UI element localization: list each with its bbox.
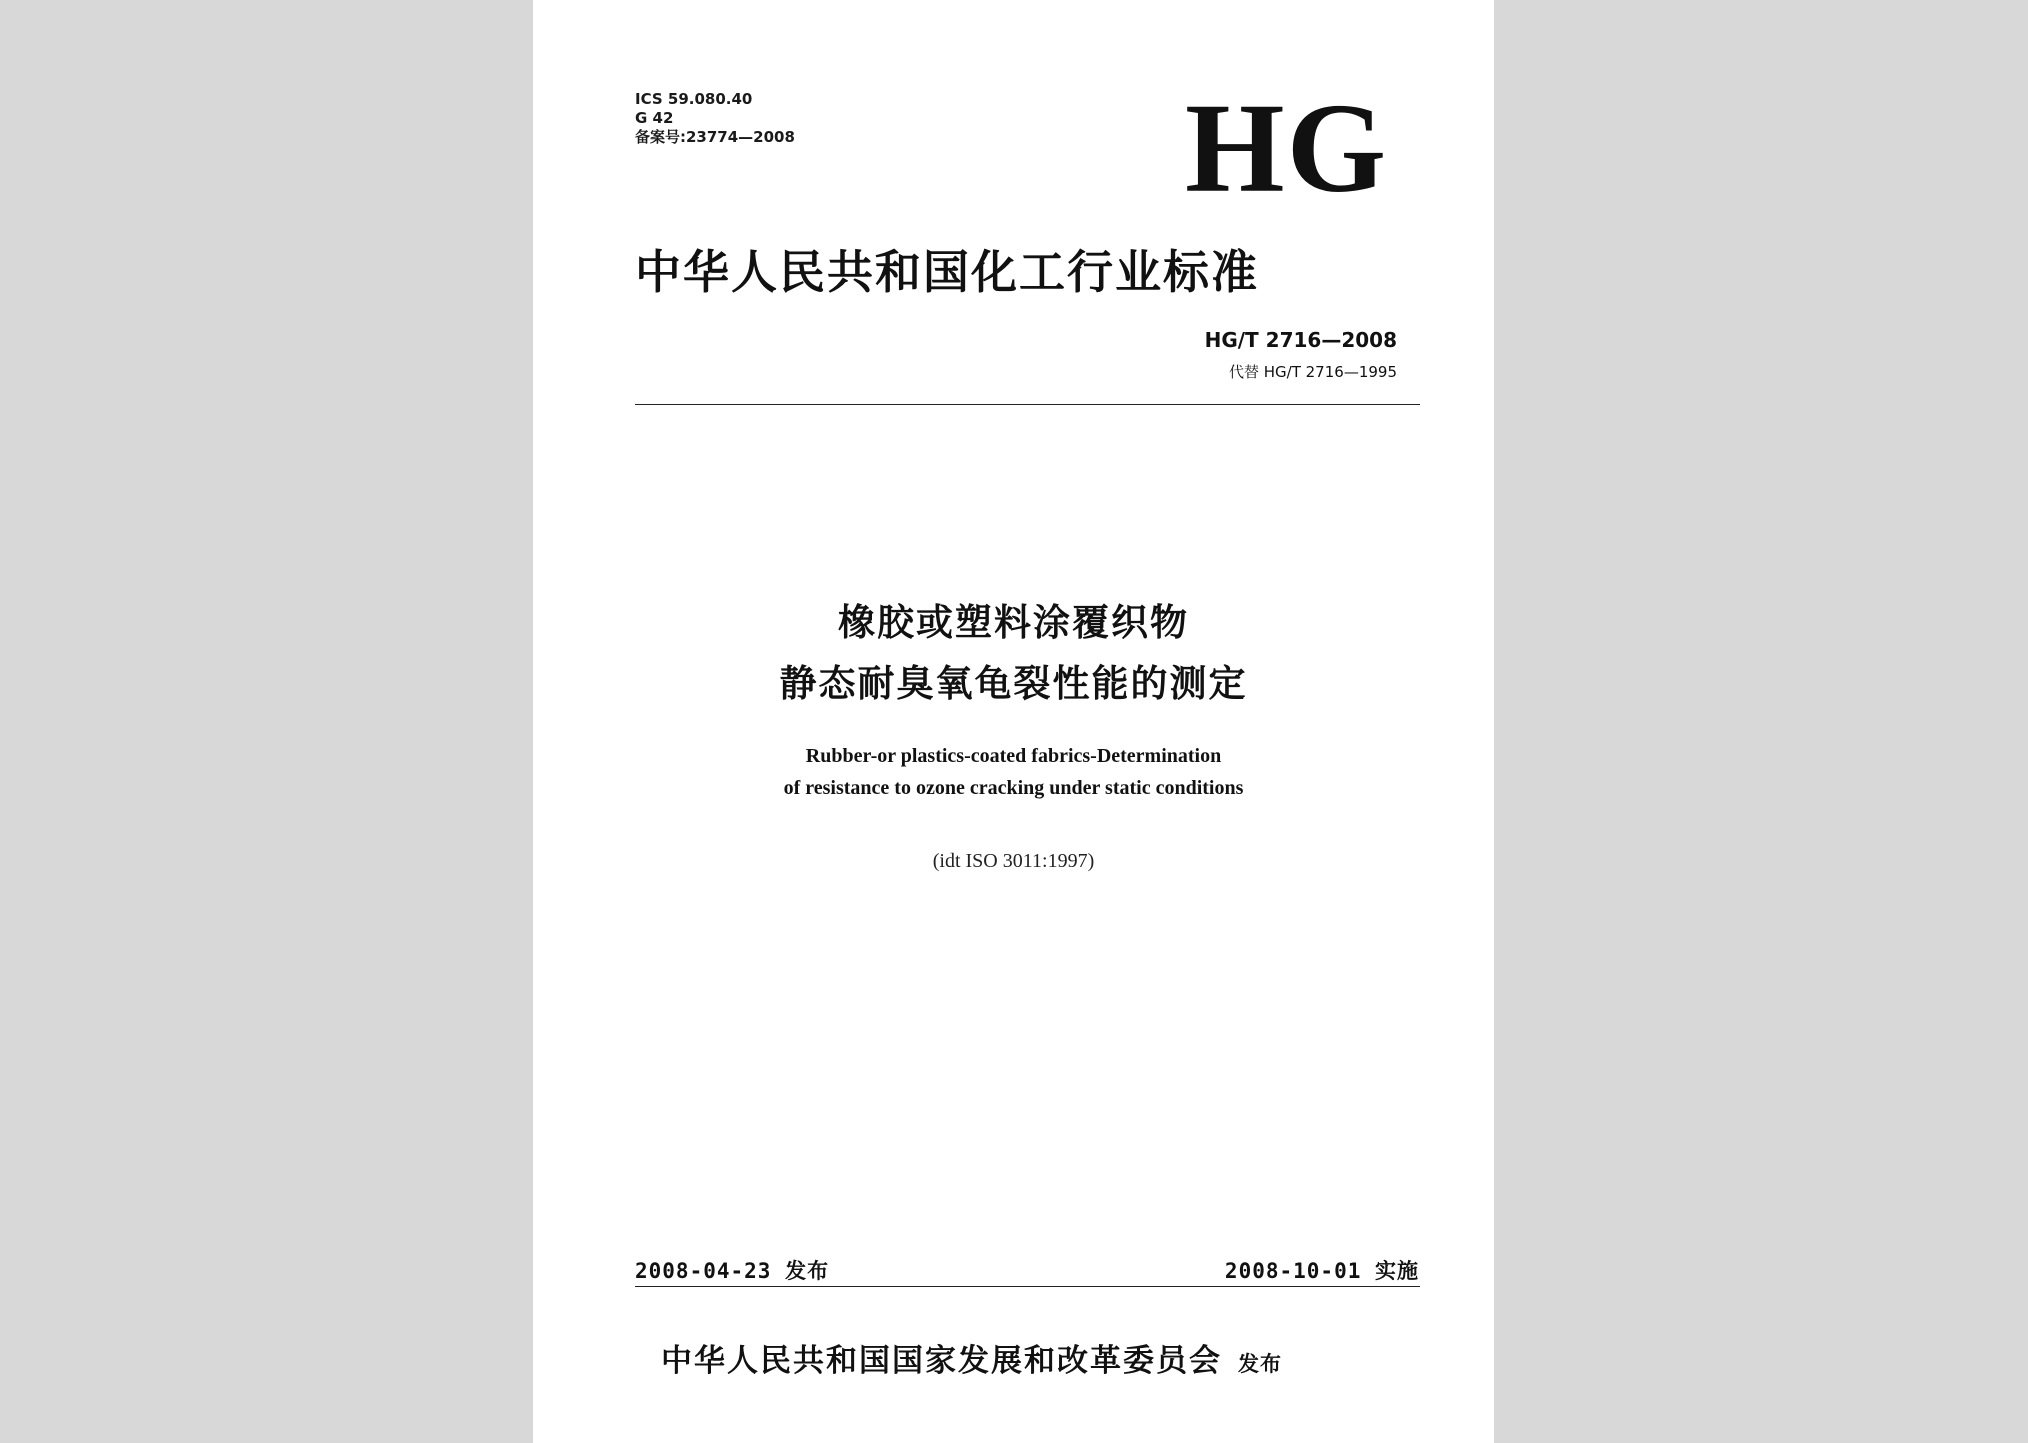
top-divider <box>635 404 1420 405</box>
publisher-suffix: 发布 <box>1238 1352 1282 1376</box>
hg-logo: HG <box>1185 77 1389 219</box>
record-number: 备案号:23774—2008 <box>635 128 795 146</box>
title-cn-line2: 静态耐臭氧龟裂性能的测定 <box>779 662 1248 705</box>
title-cn-line1: 橡胶或塑料涂覆织物 <box>838 601 1189 644</box>
standard-number: HG/T 2716—2008 <box>1204 328 1397 352</box>
title-en-line1: Rubber-or plastics-coated fabrics-Determination <box>805 745 1222 767</box>
implementation-date: 2008-10-01 实施 <box>1224 1259 1419 1283</box>
publisher-line <box>661 1335 1282 1380</box>
ics-code: ICS 59.080.40 <box>635 90 753 108</box>
classification-code: G 42 <box>635 109 674 127</box>
replaces-standard: 代替 HG/T 2716—1995 <box>1228 363 1397 381</box>
document-page <box>533 0 1494 1443</box>
metadata-block <box>635 90 795 147</box>
standard-header: 中华人民共和国化工行业标准 <box>635 245 1259 299</box>
idt-reference: (idt ISO 3011:1997) <box>932 850 1095 872</box>
bottom-divider <box>635 1286 1420 1287</box>
issue-date: 2008-04-23 发布 <box>635 1259 830 1283</box>
publisher-name: 中华人民共和国国家发展和改革委员会 <box>661 1343 1222 1379</box>
title-en-line2: of resistance to ozone cracking under static conditions <box>783 777 1244 799</box>
